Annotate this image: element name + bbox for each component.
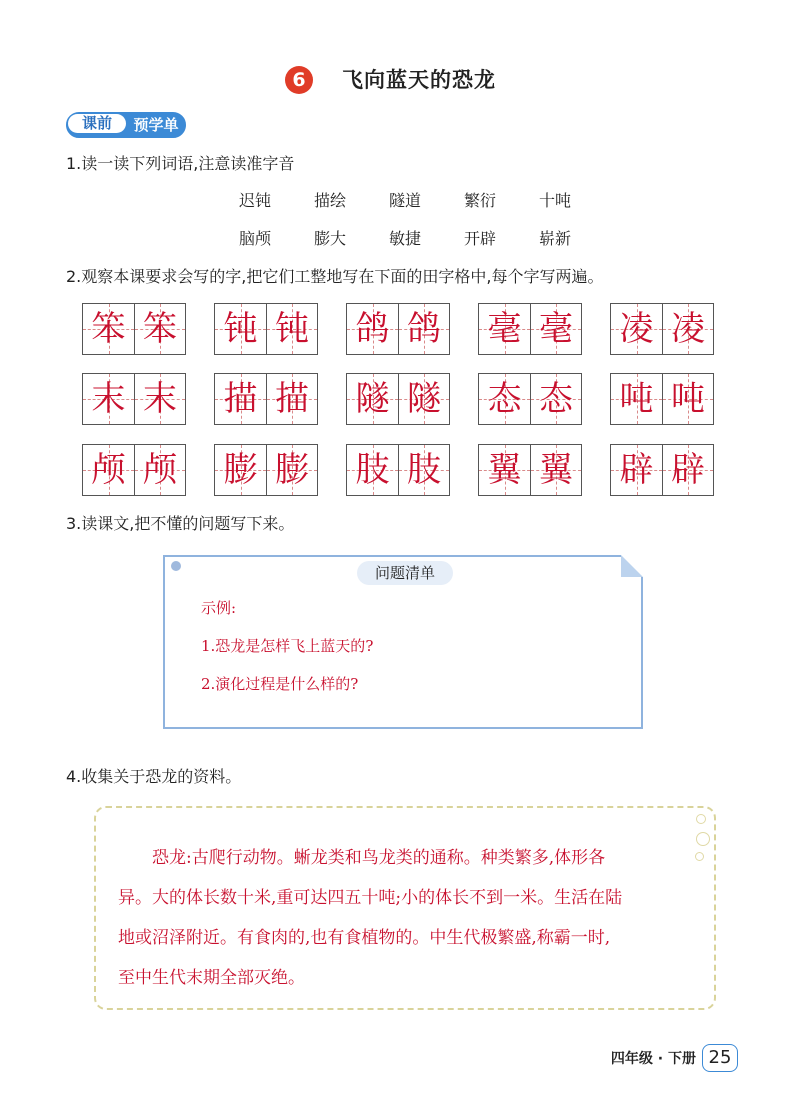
vocab-word: 描绘	[313, 191, 346, 210]
tianzige-cell	[662, 445, 713, 495]
written-character: 笨	[91, 309, 126, 349]
tianzige-cell	[134, 374, 185, 424]
written-character: 辟	[619, 450, 654, 490]
written-character: 描	[275, 379, 309, 419]
info-line: 至中生代末期全部灭绝。	[118, 968, 305, 988]
question-4-prompt: 4.收集关于恐龙的资料。	[66, 767, 242, 786]
info-line: 恐龙:古爬行动物。蜥龙类和鸟龙类的通称。种类繁多,体形各	[118, 848, 606, 868]
tianzige-cell	[611, 374, 662, 424]
lesson-title: 飞向蓝天的恐龙	[342, 68, 496, 92]
written-character: 肢	[355, 450, 390, 490]
vocab-word: 十吨	[538, 191, 571, 210]
lesson-header	[0, 64, 794, 98]
written-character: 凌	[671, 309, 705, 349]
written-character: 隧	[407, 379, 441, 419]
badge-right-label: 预学单	[133, 116, 179, 134]
tianzige-pair	[346, 373, 450, 425]
tianzige-cell	[134, 304, 185, 354]
tianzige-cell	[530, 304, 581, 354]
written-character: 颅	[91, 450, 126, 490]
tianzige-pair	[478, 303, 582, 355]
tianzige-cell	[611, 304, 662, 354]
tianzige-cell	[662, 304, 713, 354]
tianzige-pair	[478, 444, 582, 496]
dinosaur-info-box	[94, 806, 716, 1010]
tianzige-pair	[214, 444, 318, 496]
vocab-word: 敏捷	[388, 229, 421, 248]
written-character: 笨	[143, 309, 177, 349]
written-character: 肢	[407, 450, 441, 490]
tianzige-cell	[134, 445, 185, 495]
written-character: 态	[539, 379, 573, 419]
written-character: 描	[223, 379, 258, 419]
tianzige-cell	[479, 374, 530, 424]
vocab-word: 迟钝	[238, 191, 271, 210]
tianzige-cell	[266, 445, 317, 495]
question-2-prompt: 2.观察本课要求会写的字,把它们工整地写在下面的田字格中,每个字写两遍。	[66, 267, 604, 286]
written-character: 钝	[275, 309, 309, 349]
tianzige-cell	[215, 304, 266, 354]
tianzige-pair	[214, 373, 318, 425]
written-character: 鸽	[407, 309, 441, 349]
tianzige-pair	[346, 303, 450, 355]
page-number: 25	[702, 1044, 738, 1072]
info-text	[118, 838, 698, 998]
page-fold-icon	[621, 555, 643, 577]
tianzige-cell	[347, 374, 398, 424]
written-character: 态	[487, 379, 522, 419]
written-character: 凌	[619, 309, 654, 349]
tianzige-cell	[398, 445, 449, 495]
vocab-word: 脑颅	[238, 229, 271, 248]
tianzige-pair	[610, 303, 714, 355]
tianzige-pair	[82, 444, 186, 496]
written-character: 毫	[539, 309, 573, 349]
written-character: 隧	[355, 379, 390, 419]
tianzige-cell	[347, 445, 398, 495]
tianzige-cell	[398, 304, 449, 354]
tianzige-pair	[610, 373, 714, 425]
vocab-word: 隧道	[388, 191, 421, 210]
tianzige-cell	[611, 445, 662, 495]
written-character: 毫	[487, 309, 522, 349]
lesson-number-badge: 6	[285, 66, 313, 94]
written-character: 末	[91, 379, 126, 419]
written-character: 鸽	[355, 309, 390, 349]
tianzige-cell	[530, 445, 581, 495]
vocab-word: 膨大	[313, 229, 346, 248]
question-list-label: 问题清单	[357, 561, 453, 585]
tianzige-pair	[82, 303, 186, 355]
question-list-box	[163, 555, 643, 729]
vocab-word: 开辟	[463, 229, 496, 248]
tianzige-cell	[398, 374, 449, 424]
question-line: 1.恐龙是怎样飞上蓝天的?	[201, 637, 374, 655]
vocab-word: 崭新	[538, 229, 571, 248]
question-1-prompt: 1.读一读下列词语,注意读准字音	[66, 154, 295, 173]
tianzige-cell	[83, 304, 134, 354]
tianzige-cell	[530, 374, 581, 424]
tianzige-cell	[479, 445, 530, 495]
decor-dot-icon	[696, 814, 706, 824]
written-character: 吨	[671, 379, 705, 419]
tianzige-cell	[215, 445, 266, 495]
tianzige-cell	[479, 304, 530, 354]
tianzige-pair	[214, 303, 318, 355]
tianzige-cell	[266, 304, 317, 354]
tianzige-cell	[662, 374, 713, 424]
pin-icon	[171, 561, 181, 571]
question-line: 2.演化过程是什么样的?	[201, 675, 359, 693]
grade-label: 四年级 · 下册	[610, 1051, 696, 1067]
tianzige-pair	[346, 444, 450, 496]
written-character: 辟	[671, 450, 705, 490]
tianzige-pair	[610, 444, 714, 496]
written-character: 末	[143, 379, 177, 419]
written-character: 颅	[143, 450, 177, 490]
question-line: 示例:	[201, 599, 237, 617]
written-character: 钝	[223, 309, 258, 349]
written-character: 吨	[619, 379, 654, 419]
decor-dot-icon	[696, 832, 710, 846]
question-3-prompt: 3.读课文,把不懂的问题写下来。	[66, 514, 295, 533]
tianzige-cell	[83, 445, 134, 495]
tianzige-cell	[215, 374, 266, 424]
tianzige-cell	[266, 374, 317, 424]
written-character: 膨	[223, 450, 258, 490]
badge-left-label: 课前	[68, 114, 126, 133]
info-line: 地或沼泽附近。有食肉的,也有食植物的。中生代极繁盛,称霸一时,	[118, 928, 611, 948]
tianzige-pair	[478, 373, 582, 425]
written-character: 翼	[487, 450, 522, 490]
written-character: 膨	[275, 450, 309, 490]
tianzige-cell	[83, 374, 134, 424]
tianzige-cell	[347, 304, 398, 354]
info-line: 异。大的体长数十米,重可达四五十吨;小的体长不到一米。生活在陆	[118, 888, 623, 908]
vocab-word: 繁衍	[463, 191, 496, 210]
section-badge	[66, 112, 186, 138]
tianzige-pair	[82, 373, 186, 425]
written-character: 翼	[539, 450, 573, 490]
